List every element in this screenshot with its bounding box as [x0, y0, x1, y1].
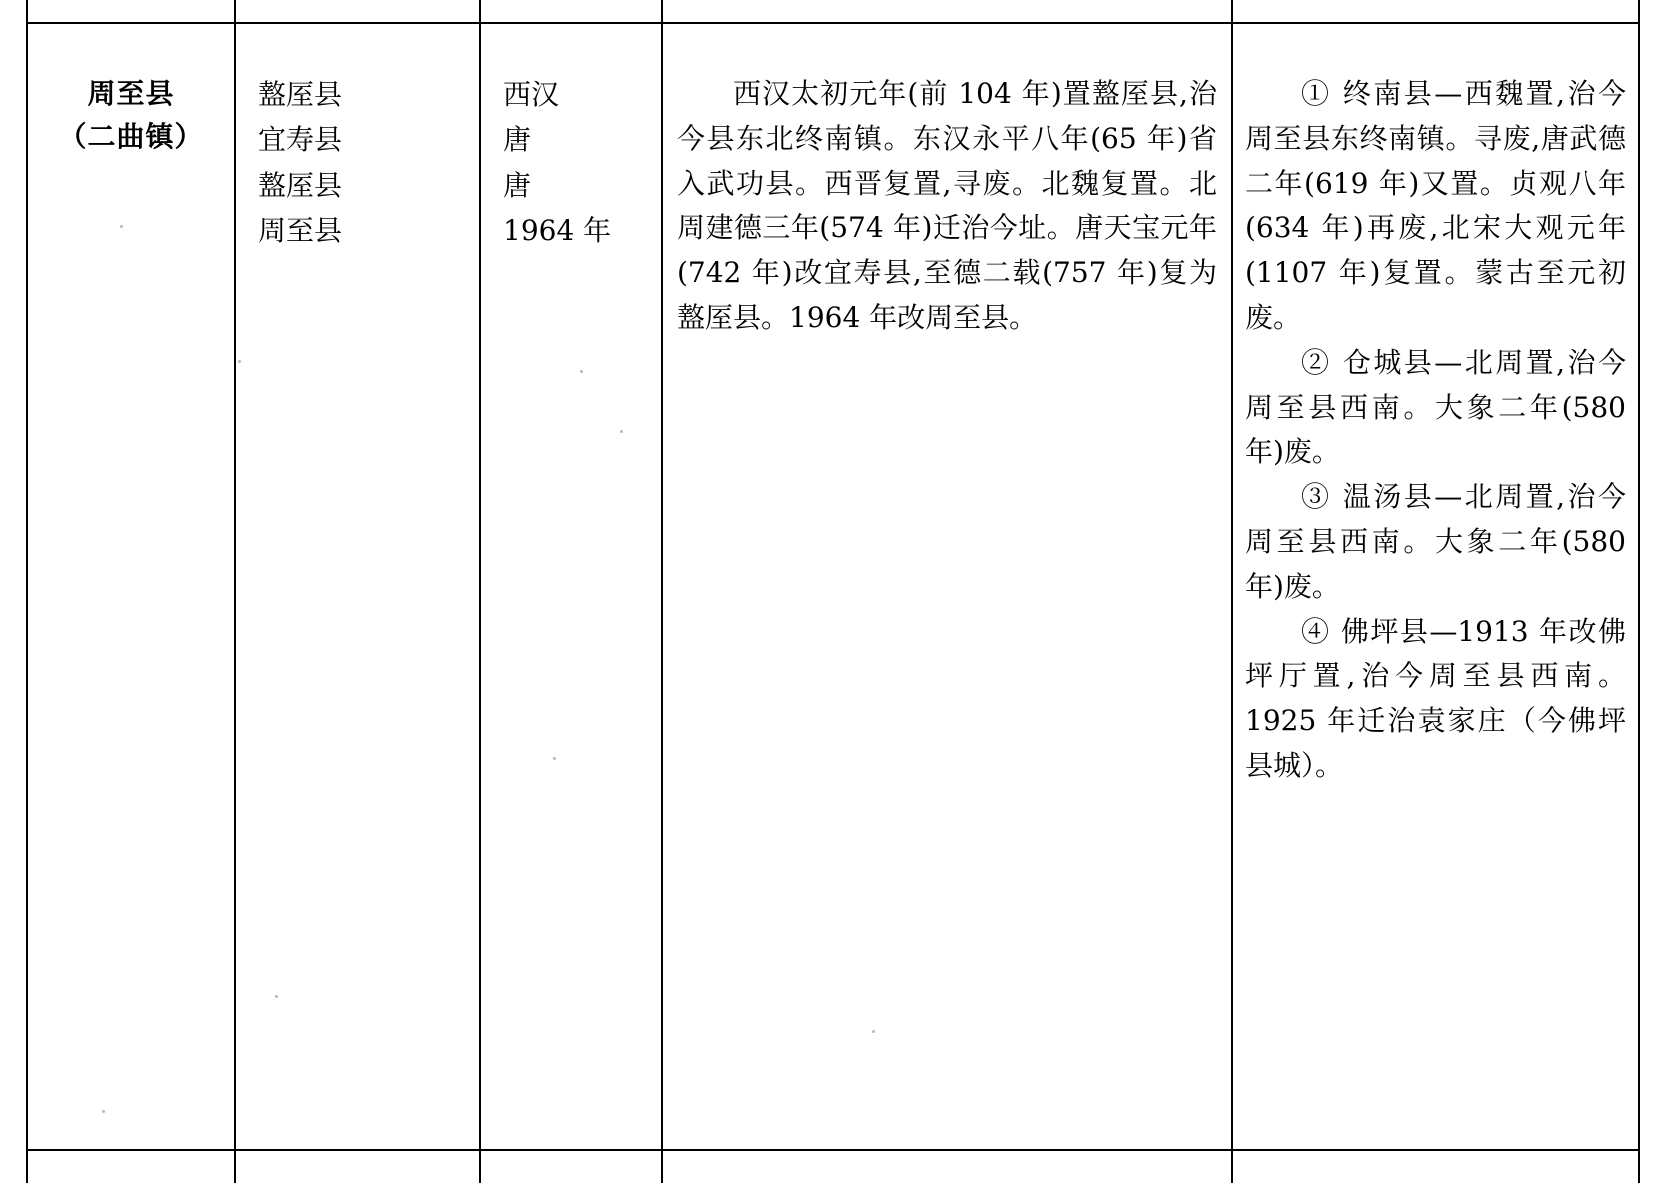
cell-bottom-2 [235, 1150, 480, 1183]
cell-top-5 [1232, 0, 1639, 23]
scan-speck [120, 225, 123, 228]
gazetteer-table [26, 0, 1640, 1183]
cell-top-3 [480, 0, 662, 23]
gazetteer-table-wrapper [26, 0, 1638, 1183]
historic-name-3: 盩厔县 [258, 168, 343, 202]
scan-speck [580, 370, 583, 373]
table-row [27, 23, 1639, 1150]
cell-top-1 [27, 0, 235, 23]
extra-entry-3: ③ 温汤县—北周置,治今周至县西南。大象二年(580 年)废。 [1245, 480, 1626, 603]
extra-entry-4: ④ 佛坪县—1913 年改佛坪厅置,治今周至县西南。1925 年迁治袁家庄（今佛坪县城）。 [1245, 614, 1626, 782]
period-2: 唐 [503, 123, 532, 157]
period-1: 西汉 [503, 78, 560, 111]
cell-county-name [27, 23, 235, 1150]
historic-name-1: 盩厔县 [258, 78, 343, 111]
scan-speck [102, 1110, 105, 1113]
scan-speck [553, 757, 556, 760]
scan-speck [275, 995, 278, 998]
scan-speck [238, 360, 241, 363]
scan-speck [872, 1030, 875, 1033]
cell-extra-entries [1232, 23, 1639, 1150]
cell-bottom-1 [27, 1150, 235, 1183]
note-paragraph: 西汉太初元年(前 104 年)置盩厔县,治今县东北终南镇。东汉永平八年(65 年)省入武功县。西晋复置,寻废。北魏复置。北周建德三年(574 年)迁治今址。唐天宝元年(742 年)改宜寿县,至德二载(757 年)复为盩厔县。1964 年改周至县。 [677, 77, 1217, 334]
cell-top-4 [662, 0, 1232, 23]
extra-entry-2: ② 仓城县—北周置,治今周至县西南。大象二年(580 年)废。 [1245, 345, 1626, 469]
cell-bottom-5 [1232, 1150, 1639, 1183]
county-seat: （二曲镇） [58, 120, 204, 154]
county-name: 周至县 [87, 77, 175, 110]
historic-name-4: 周至县 [258, 214, 343, 248]
scan-speck [620, 430, 623, 433]
historic-name-2: 宜寿县 [258, 123, 343, 157]
cell-historic-names [235, 23, 480, 1150]
cell-bottom-3 [480, 1150, 662, 1183]
cell-periods [480, 23, 662, 1150]
extra-entry-1: ① 终南县—西魏置,治今周至县东终南镇。寻废,唐武德二年(619 年)又置。贞观八年(634 年)再废,北宋大观元年(1107 年)复置。蒙古至元初废。 [1245, 77, 1626, 334]
cell-note [662, 23, 1232, 1150]
cell-top-2 [235, 0, 480, 23]
period-4: 1964 年 [503, 214, 612, 248]
cell-bottom-4 [662, 1150, 1232, 1183]
table-row-bottom-partial [27, 1150, 1639, 1183]
period-3: 唐 [503, 168, 532, 202]
table-row-top-partial [27, 0, 1639, 23]
